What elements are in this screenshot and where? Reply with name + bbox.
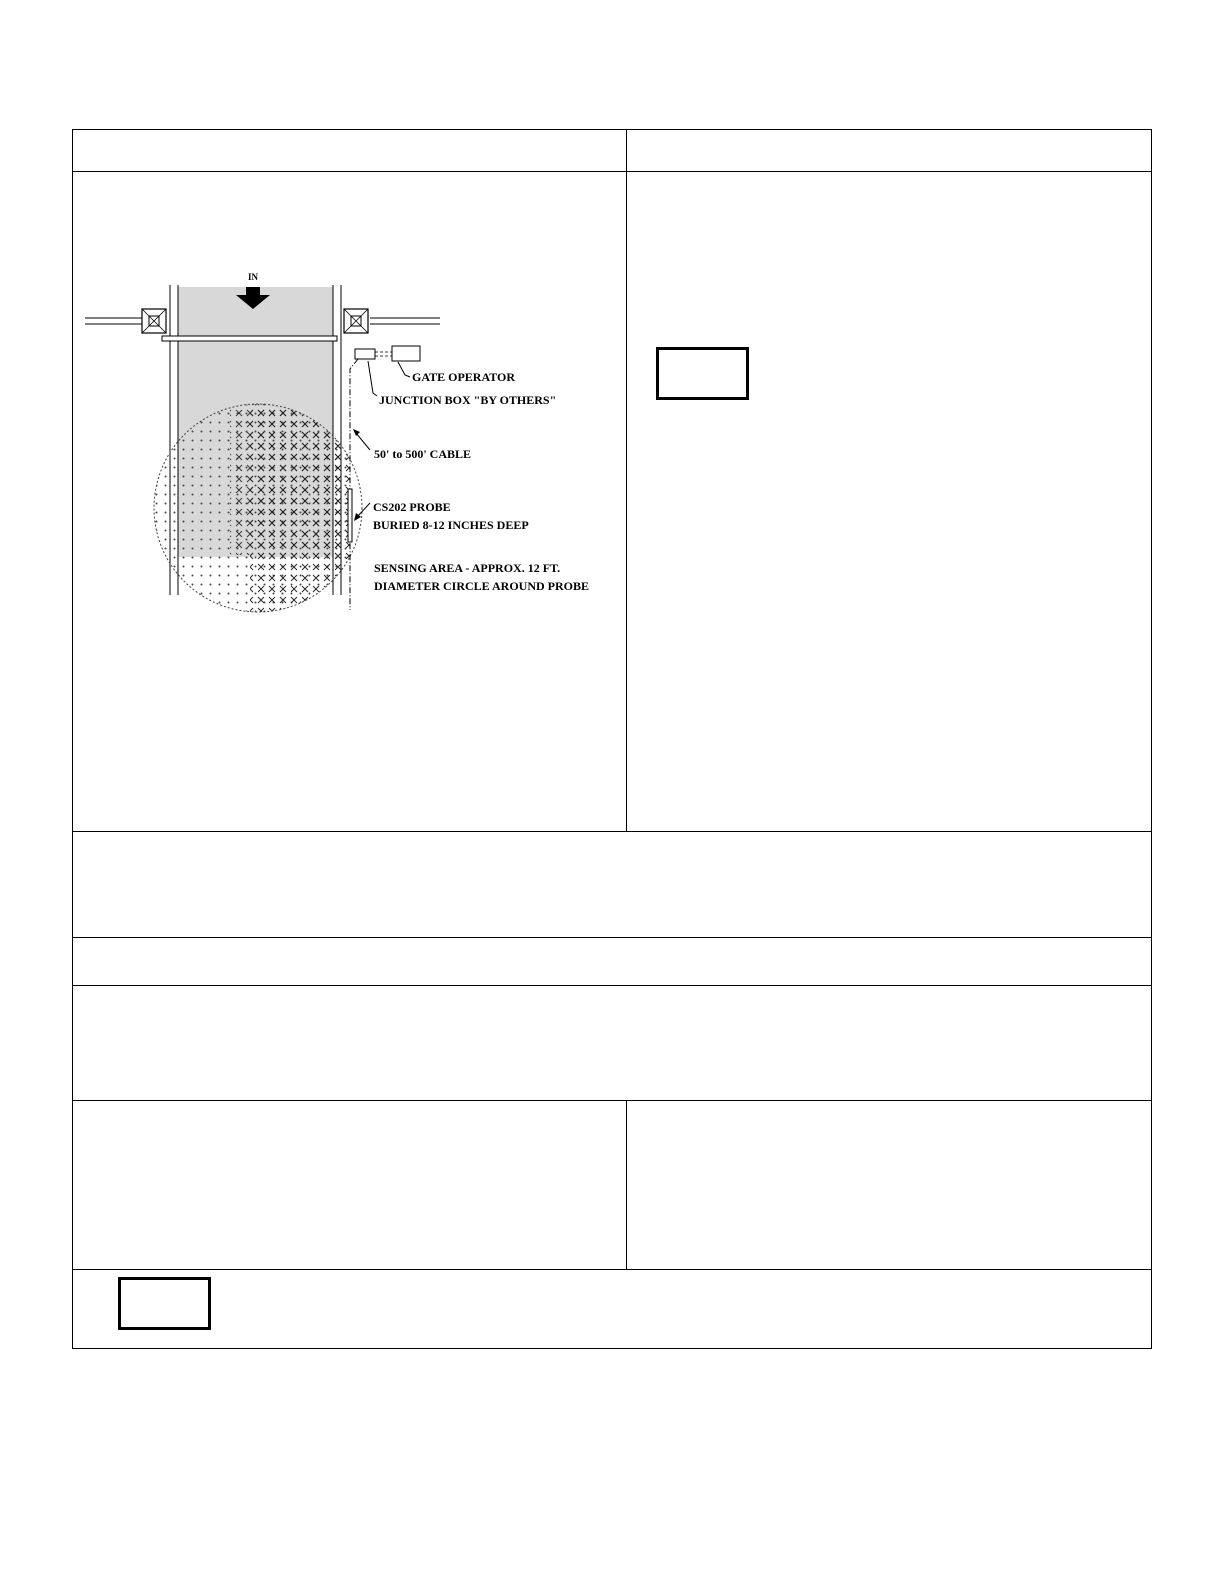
gate-operator-box [392, 346, 420, 361]
label-probe-line1: CS202 PROBE [373, 500, 451, 514]
cable-line [350, 359, 358, 610]
label-junction-box: JUNCTION BOX "BY OTHERS" [379, 393, 557, 407]
gate-post-left [142, 309, 166, 333]
gate-bar [162, 336, 337, 341]
row-divider-diagram [72, 831, 1152, 832]
probe-installation-diagram [80, 265, 620, 635]
column-divider-top [626, 129, 627, 831]
label-gate-operator: GATE OPERATOR [412, 370, 516, 384]
empty-box-bottom [118, 1277, 211, 1330]
row-divider-5 [72, 1100, 1152, 1101]
row-divider-6 [72, 1269, 1152, 1270]
row-divider-header [72, 171, 1152, 172]
empty-box-right [656, 347, 749, 400]
junction-box [355, 349, 375, 359]
label-sensing-line1: SENSING AREA - APPROX. 12 FT. [374, 561, 561, 575]
label-sensing-line2: DIAMETER CIRCLE AROUND PROBE [374, 579, 590, 593]
row-divider-4 [72, 985, 1152, 986]
label-cable: 50' to 500' CABLE [374, 447, 472, 461]
gate-post-right [344, 309, 368, 333]
label-probe-line2: BURIED 8-12 INCHES DEEP [373, 518, 529, 532]
direction-label: IN [247, 272, 259, 282]
probe [348, 489, 352, 542]
row-divider-3 [72, 937, 1152, 938]
column-divider-bottom [626, 1100, 627, 1269]
